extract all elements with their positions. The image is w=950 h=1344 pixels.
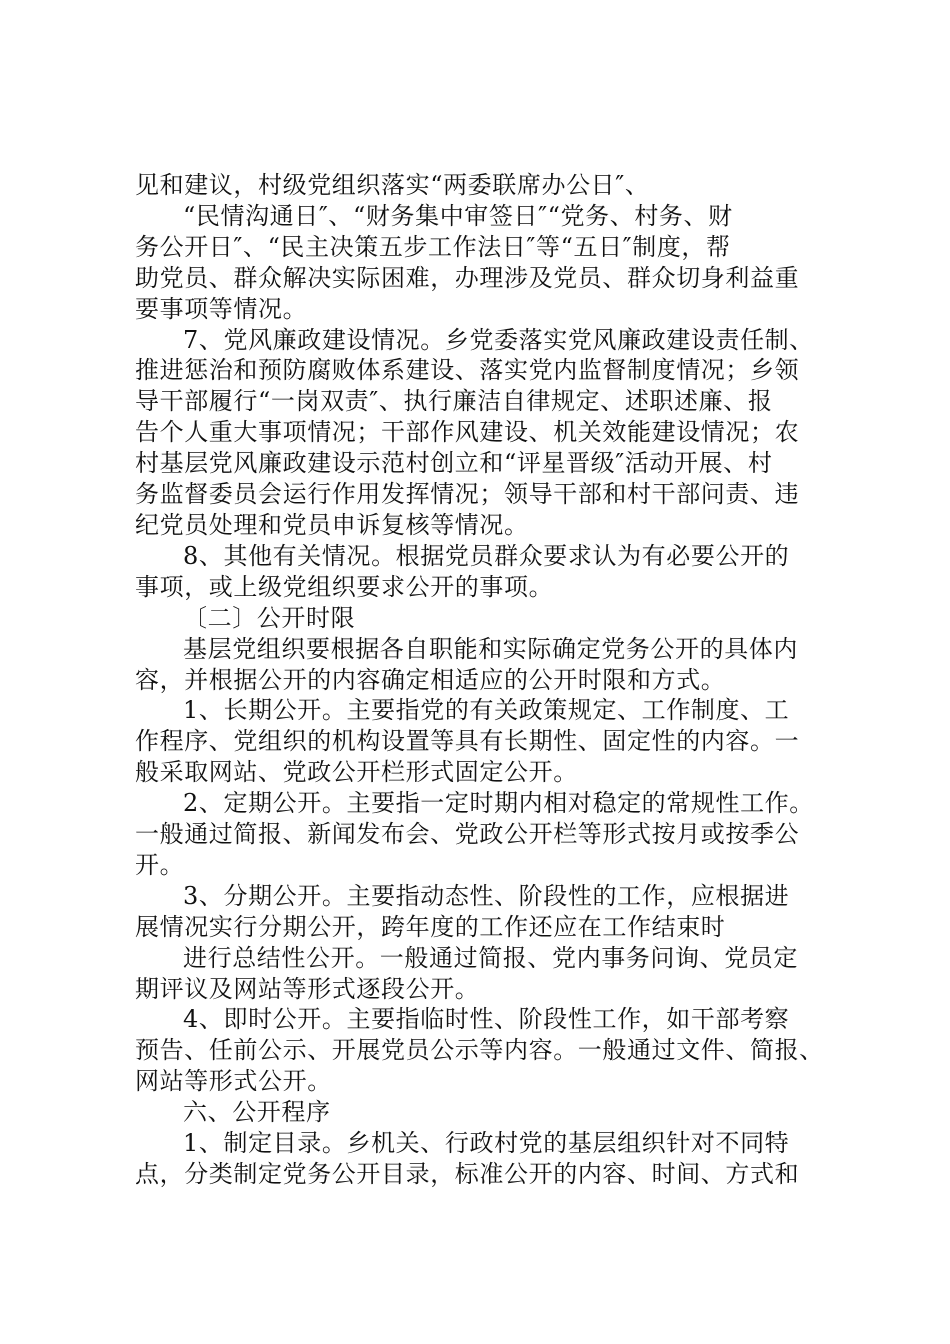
text-line: 见和建议，村级党组织落实“两委联席办公日″、 xyxy=(135,171,650,199)
text-line: 要事项等情况。 xyxy=(135,294,308,323)
text-line: 村基层党风廉政建设示范村创立和“评星晋级″活动开展、村 xyxy=(135,449,773,478)
text-line: 告个人重大事项情况；干部作风建设、机关效能建设情况；农 xyxy=(135,418,800,447)
text-line: 2、定期公开。主要指一定时期内相对稳定的常规性工作。 xyxy=(183,789,814,818)
text-line: 事项，或上级党组织要求公开的事项。 xyxy=(135,572,554,601)
text-line: 务监督委员会运行作用发挥情况；领导干部和村干部问责、违 xyxy=(135,480,800,509)
text-line: 进行总结性公开。一般通过简报、党内事务问询、党员定 xyxy=(183,943,798,972)
text-line: 7、党风廉政建设情况。乡党委落实党风廉政建设责任制、 xyxy=(183,325,814,354)
text-line: 展情况实行分期公开，跨年度的工作还应在工作结束时 xyxy=(135,912,726,941)
text-line: 纪党员处理和党员申诉复核等情况。 xyxy=(135,510,529,539)
text-line: 点，分类制定党务公开目录，标准公开的内容、时间、方式和 xyxy=(135,1160,800,1188)
text-line: 作程序、党组织的机构设置等具有长期性、固定性的内容。一 xyxy=(135,727,800,756)
text-line: 基层党组织要根据各自职能和实际确定党务公开的具体内 xyxy=(183,634,798,663)
text-line: 助党员、群众解决实际困难，办理涉及党员、群众切身利益重 xyxy=(135,263,800,292)
text-line: 六、公开程序 xyxy=(183,1098,331,1127)
text-line: 导干部履行“一岗双责″、执行廉洁自律规定、述职述廉、报 xyxy=(135,387,773,416)
text-line: 〔二〕公开时限 xyxy=(183,603,356,632)
text-line: 网站等形式公开。 xyxy=(135,1067,332,1096)
text-line: 容，并根据公开的内容确定相适应的公开时限和方式。 xyxy=(135,665,726,694)
text-line: 般采取网站、党政公开栏形式固定公开。 xyxy=(135,758,578,787)
text-line: “民情沟通日″、“财务集中审签日″“党务、村务、财 xyxy=(183,201,733,230)
text-line: 一般通过简报、新闻发布会、党政公开栏等形式按月或按季公 xyxy=(135,820,800,849)
text-line: 8、其他有关情况。根据党员群众要求认为有必要公开的 xyxy=(183,541,790,570)
document-body xyxy=(135,170,855,1190)
text-line: 期评议及网站等形式逐段公开。 xyxy=(135,974,480,1003)
text-line: 预告、任前公示、开展党员公示等内容。一般通过文件、简报、 xyxy=(135,1036,824,1065)
text-line: 1、长期公开。主要指党的有关政策规定、工作制度、工 xyxy=(183,696,790,725)
text-line: 推进惩治和预防腐败体系建设、落实党内监督制度情况；乡领 xyxy=(135,356,800,385)
text-line: 1、制定目录。乡机关、行政村党的基层组织针对不同特 xyxy=(183,1129,790,1158)
text-line: 开。 xyxy=(135,850,185,879)
text-line: 4、即时公开。主要指临时性、阶段性工作，如干部考察 xyxy=(183,1005,790,1034)
text-line: 务公开日″、“民主决策五步工作法日″等“五日″制度，帮 xyxy=(135,232,731,261)
text-line: 3、分期公开。主要指动态性、阶段性的工作，应根据进 xyxy=(183,881,790,910)
